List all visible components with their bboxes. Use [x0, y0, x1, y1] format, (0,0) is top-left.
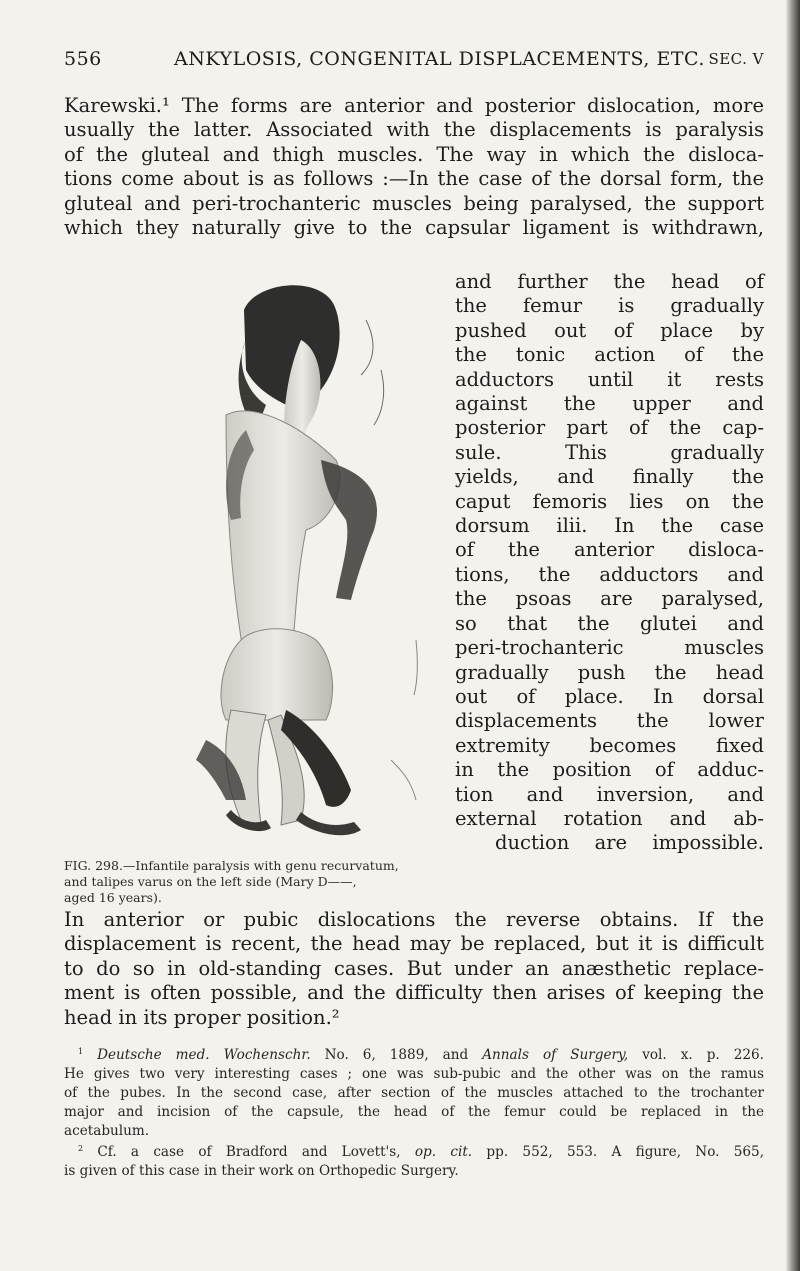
footnote-text: No. 6, 1889, and: [310, 1047, 483, 1063]
body-line: the tonic action of the: [455, 343, 764, 367]
body-line: gradually push the head: [455, 660, 764, 684]
body-line: dorsum ilii. In the case: [455, 514, 764, 538]
caption-line: FIG. 298.—Infantile paralysis with genu recurvatum,: [64, 858, 399, 873]
body-line: tions, the adductors and: [455, 562, 764, 586]
footnote-text: Cf. a case of Bradford and Lovett's,: [83, 1144, 415, 1160]
body-line: which they naturally give to the capsular ligament is withdrawn,: [64, 216, 764, 240]
footnote-mark: 1: [78, 1047, 84, 1056]
body-line: tions come about is as follows :—In the case of the dorsal form, the: [64, 167, 764, 191]
body-line: Karewski.¹ The forms are anterior and posterior dislocation, more: [64, 94, 764, 117]
footnote-line: is given of this case in their work on Orthopedic Surgery.: [64, 1163, 459, 1179]
footnote-text: vol. x. p. 226.: [628, 1047, 764, 1063]
footnote-line: acetabulum.: [64, 1123, 150, 1139]
body-line: ment is often possible, and the difficulty then arises of keeping the: [64, 981, 764, 1005]
patient-photograph: [186, 280, 448, 850]
caption-line: and talipes varus on the left side (Mary D——,: [64, 874, 357, 889]
body-line: In anterior or pubic dislocations the reverse obtains. If the: [64, 908, 764, 931]
section-label: SEC. V: [708, 50, 764, 68]
footnote-mark: 2: [78, 1144, 84, 1153]
body-line: usually the latter. Associated with the displacements is paralysis: [64, 118, 764, 142]
running-header: [64, 48, 764, 74]
body-line: pushed out of place by: [455, 318, 764, 342]
journal-title: Deutsche med. Wochenschr.: [97, 1047, 311, 1063]
footnote-line: major and incision of the capsule, the head of the femur could be replaced in the: [64, 1104, 764, 1120]
body-line: adductors until it rests: [455, 367, 764, 391]
footnote-line: [64, 1046, 764, 1065]
body-line: and further the head of: [455, 270, 764, 293]
figure-298-illustration: [186, 280, 448, 850]
body-line: duction are impossible.: [495, 831, 764, 855]
body-line: peri-trochanteric muscles: [455, 636, 764, 660]
running-title: ANKYLOSIS, CONGENITAL DISPLACEMENTS, ETC.: [174, 48, 705, 70]
body-line: the psoas are paralysed,: [455, 587, 764, 611]
body-line: of the anterior disloca-: [455, 538, 764, 562]
footnote-2: [64, 1143, 764, 1181]
body-line: displacement is recent, the head may be replaced, but it is difficult: [64, 932, 764, 956]
footnote-1: [64, 1046, 764, 1141]
body-line: gluteal and peri-trochanteric muscles being paralysed, the support: [64, 191, 764, 215]
body-line: of the gluteal and thigh muscles. The way in which the disloca-: [64, 142, 764, 166]
body-line: tion and inversion, and: [455, 782, 764, 806]
journal-title: Annals of Surgery,: [482, 1047, 629, 1063]
body-paragraph-top: [64, 94, 764, 240]
page-edge-shadow: [786, 0, 800, 1271]
footnote-line: of the pubes. In the second case, after section of the muscles attached to the trochanter: [64, 1085, 764, 1101]
body-line: extremity becomes fixed: [455, 733, 764, 757]
side-column-text: [455, 270, 764, 856]
footnote-text: pp. 552, 553. A figure, No. 565,: [472, 1144, 765, 1160]
citation-abbrev: op. cit.: [414, 1144, 473, 1160]
body-line: in the position of adduc-: [455, 758, 764, 782]
body-line: posterior part of the cap-: [455, 416, 764, 440]
body-paragraph-bottom: [64, 908, 764, 1030]
body-line: the femur is gradually: [455, 294, 764, 318]
body-line: to do so in old-standing cases. But under an anæsthetic replace-: [64, 956, 764, 980]
body-line: caput femoris lies on the: [455, 489, 764, 513]
body-line: external rotation and ab-: [455, 806, 764, 830]
caption-line: aged 16 years).: [64, 890, 162, 905]
body-line: yields, and finally the: [455, 465, 764, 489]
footnote-line: He gives two very interesting cases ; one was sub-pubic and the other was on the ramus: [64, 1066, 764, 1082]
body-line: against the upper and: [455, 392, 764, 416]
body-line: head in its proper position.²: [64, 1005, 340, 1029]
figure-caption: [64, 858, 460, 906]
body-line: out of place. In dorsal: [455, 684, 764, 708]
body-line: so that the glutei and: [455, 611, 764, 635]
page-number: 556: [64, 48, 102, 70]
footnote-line: [64, 1143, 764, 1162]
body-line: displacements the lower: [455, 709, 764, 733]
body-line: sule. This gradually: [455, 440, 764, 464]
